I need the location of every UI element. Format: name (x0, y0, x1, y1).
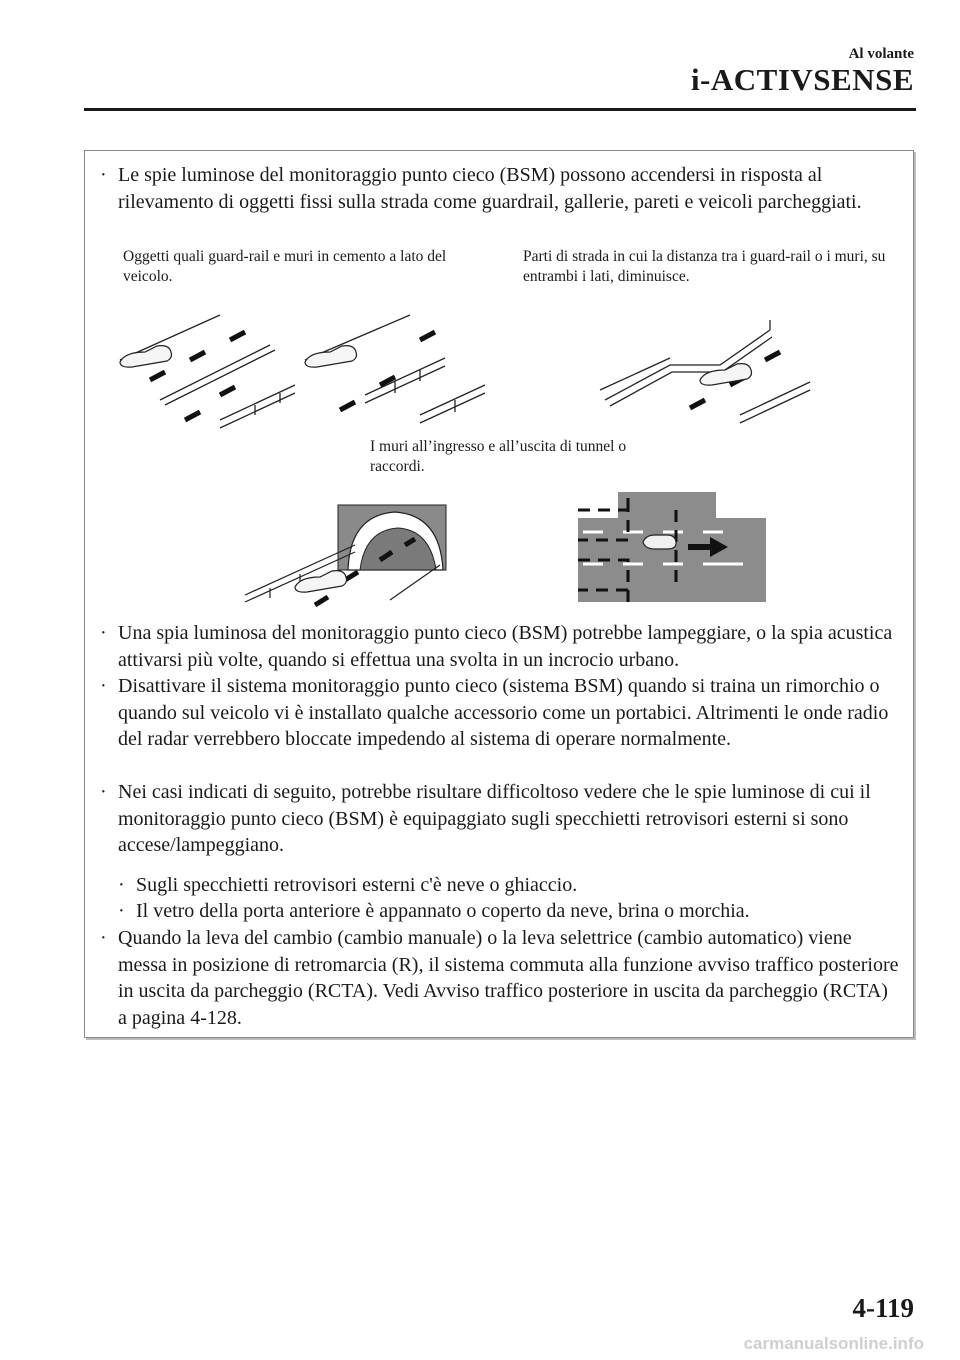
bullet-item (100, 162, 900, 215)
bullet-text: Sugli specchietti retrovisori esterni c'è neve o ghiaccio. (136, 874, 578, 896)
bullet-text: Disattivare il sistema monitoraggio punto cieco (sistema BSM) quando si traina un rimorchio o quando sul veicolo vi è installato qualche accessorio come un portabici. Altrimenti le onde radio del radar verrebbero bloccate impedendo al sistema di operare normalmente. (118, 675, 889, 750)
bullet-dot: · (100, 927, 107, 949)
page-number: 4-119 (852, 1293, 914, 1323)
bullet-text: Nei casi indicati di seguito, potrebbe risultare difficoltoso vedere che le spie luminose di cui il monitoraggio punto cieco (BSM) è equipaggiato sugli specchietti retrovisori esterni si sono accese/lampeggiano. (118, 781, 871, 856)
bullet-item (100, 925, 900, 1031)
bullet-item (100, 620, 900, 673)
tunnel-figure (240, 500, 450, 610)
bullet-dot: · (100, 781, 107, 803)
bullet-item (100, 673, 900, 753)
caption-guardrail-walls: Oggetti quali guard-rail e muri in cemento a lato del veicolo. (123, 248, 447, 285)
bullet-dot: · (118, 874, 125, 896)
header-rule (84, 108, 916, 111)
bullet-text: Il vetro della porta anteriore è appannato o coperto da neve, brina o morchia. (136, 900, 750, 922)
bullet-dot: · (118, 900, 125, 922)
header-section: Al volante (848, 46, 914, 62)
bullet-dot: · (100, 164, 107, 186)
road-figure-guardrail (110, 300, 830, 430)
bullet-text: Quando la leva del cambio (cambio manuale) o la leva selettrice (cambio automatico) viene messa in posizione di retromarcia (R), il sistema commuta alla funzione avviso traffico posteriore in uscita da parcheggio (RCTA). Vedi Avviso traffico posteriore in uscita da parcheggio (RCTA) a pagina 4-128. (118, 927, 899, 1029)
bullet-text: Le spie luminose del monitoraggio punto cieco (BSM) possono accendersi in risposta al rilevamento di oggetti fissi sulla strada come guardrail, gallerie, pareti e veicoli parcheggiati. (118, 164, 862, 213)
header-title: i-ACTIVSENSE (690, 62, 914, 97)
bullet-text: Una spia luminosa del monitoraggio punto cieco (BSM) potrebbe lampeggiare, o la spia acustica attivarsi più volte, quando si effettua una svolta in un incrocio urbano. (118, 622, 893, 671)
caption-tunnel-walls: I muri all’ingresso e all’uscita di tunnel o raccordi. (370, 438, 627, 475)
bullet-dot: · (100, 675, 107, 697)
intersection-figure (578, 490, 768, 605)
sub-bullet-item (118, 872, 898, 899)
bullet-item (100, 779, 900, 859)
bullet-dot: · (100, 622, 107, 644)
sub-bullet-item (118, 898, 898, 925)
caption-narrowing-road: Parti di strada in cui la distanza tra i guard-rail o i muri, su entrambi i lati, diminuisce. (523, 248, 886, 285)
watermark: carmanualsonline.info (743, 1334, 924, 1353)
